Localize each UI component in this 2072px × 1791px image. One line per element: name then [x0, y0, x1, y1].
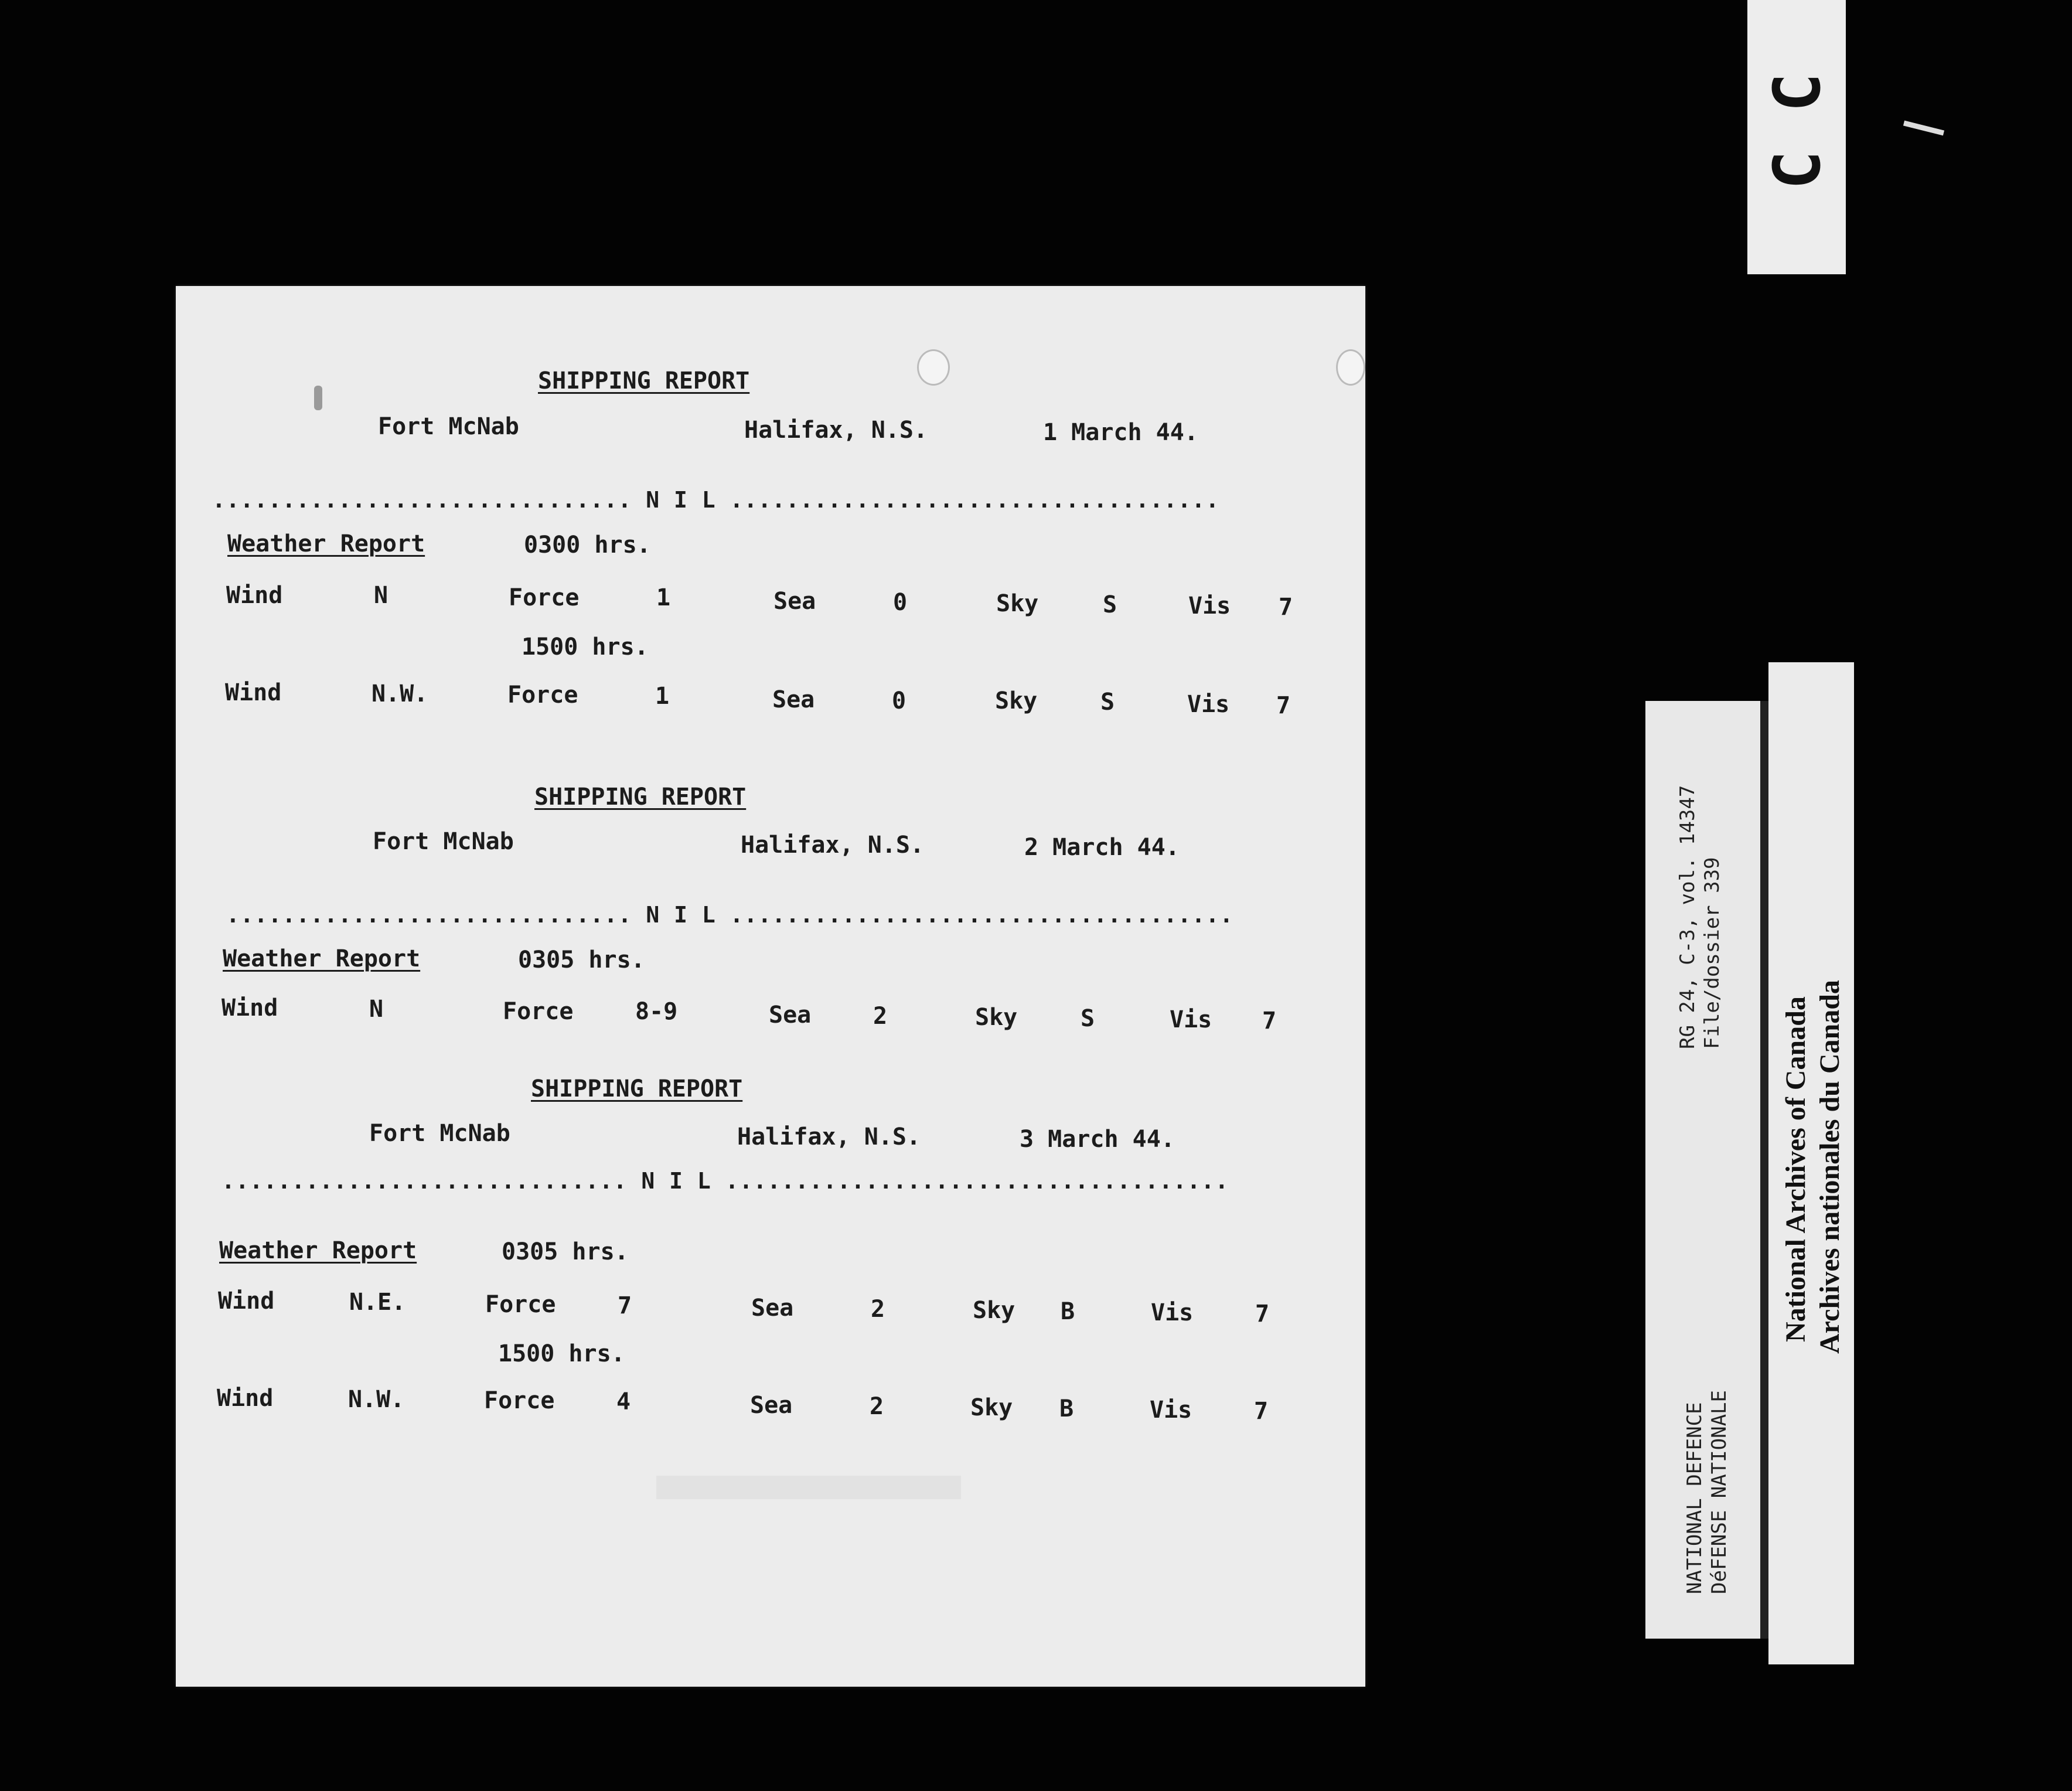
report-city: Halifax, N.S.	[737, 1123, 921, 1150]
document-page	[176, 286, 1365, 1687]
reading-time: 0305 hrs.	[502, 1238, 629, 1265]
faint-smudge	[656, 1476, 961, 1499]
force-value: 1	[656, 584, 671, 611]
report-city: Halifax, N.S.	[744, 417, 928, 444]
report-title: SHIPPING REPORT	[531, 1075, 743, 1102]
report-title: SHIPPING REPORT	[538, 367, 750, 394]
wind-value: N.W.	[348, 1386, 405, 1413]
force-value: 1	[655, 683, 670, 710]
department-name-fr: DéFENSE NATIONALE	[1708, 1390, 1731, 1594]
force-value: 8-9	[635, 998, 678, 1025]
film-scratch	[1903, 121, 1944, 136]
wind-label: Wind	[226, 582, 283, 609]
sky-value: S	[1103, 591, 1117, 618]
wind-label: Wind	[218, 1288, 275, 1315]
weather-report-label: Weather Report	[219, 1237, 417, 1264]
sky-label: Sky	[970, 1394, 1013, 1421]
sky-value: B	[1061, 1298, 1075, 1325]
vis-label: Vis	[1187, 691, 1230, 718]
report-date: 3 March 44.	[1020, 1126, 1175, 1153]
vis-value: 7	[1279, 594, 1293, 621]
wind-label: Wind	[217, 1385, 274, 1412]
sea-label: Sea	[751, 1295, 794, 1322]
sea-label: Sea	[772, 686, 815, 713]
sea-value: 2	[873, 1003, 888, 1030]
force-label: Force	[509, 584, 580, 611]
sea-label: Sea	[750, 1392, 793, 1419]
sky-label: Sky	[996, 590, 1039, 617]
force-label: Force	[485, 1291, 556, 1318]
force-label: Force	[484, 1387, 555, 1414]
force-label: Force	[507, 682, 578, 709]
sky-label: Sky	[975, 1004, 1018, 1031]
reading-time: 0300 hrs.	[524, 532, 651, 559]
report-city: Halifax, N.S.	[741, 832, 925, 859]
report-location: Fort McNab	[378, 413, 519, 440]
vis-value: 7	[1276, 692, 1291, 719]
punch-hole	[917, 349, 950, 386]
wind-label: Wind	[221, 995, 278, 1022]
vis-label: Vis	[1170, 1006, 1212, 1033]
archives-name-en: National Archives of Canada	[1780, 996, 1811, 1342]
nil-line: .............................. N I L ...................................	[212, 487, 1220, 513]
sky-value: B	[1059, 1395, 1074, 1422]
force-value: 7	[618, 1292, 632, 1319]
archive-reference-line1: RG 24, C-3, vol. 14347	[1676, 785, 1699, 1049]
wind-value: N.E.	[349, 1289, 406, 1316]
force-label: Force	[503, 998, 574, 1025]
archives-name-fr: Archives nationales du Canada	[1814, 980, 1845, 1354]
wind-label: Wind	[225, 679, 282, 706]
report-date: 2 March 44.	[1024, 834, 1180, 861]
nil-line: ............................. N I L ....................................	[221, 1168, 1229, 1194]
frame-marker-card	[1747, 0, 1846, 274]
sea-value: 2	[870, 1393, 884, 1420]
vis-label: Vis	[1188, 593, 1231, 619]
weather-report-label: Weather Report	[223, 945, 421, 972]
report-location: Fort McNab	[369, 1120, 510, 1147]
vis-value: 7	[1255, 1300, 1270, 1327]
sky-label: Sky	[995, 687, 1038, 714]
vis-value: 7	[1262, 1007, 1277, 1034]
sea-label: Sea	[769, 1002, 812, 1029]
vis-label: Vis	[1150, 1397, 1192, 1424]
vis-label: Vis	[1151, 1299, 1194, 1326]
sky-value: S	[1081, 1005, 1095, 1032]
nil-line: ............................. N I L ....................................	[226, 902, 1234, 928]
sea-value: 0	[893, 589, 908, 616]
wind-value: N	[374, 582, 388, 609]
report-location: Fort McNab	[373, 828, 514, 855]
report-title: SHIPPING REPORT	[534, 784, 747, 811]
archive-reference-line2: File/dossier 339	[1700, 857, 1724, 1049]
report-date: 1 March 44.	[1043, 419, 1198, 446]
punch-hole	[1336, 349, 1365, 386]
vis-value: 7	[1254, 1398, 1269, 1425]
wind-value: N	[369, 996, 384, 1023]
reading-time: 1500 hrs.	[522, 634, 649, 660]
weather-report-label: Weather Report	[227, 530, 425, 557]
force-value: 4	[616, 1388, 631, 1415]
department-name-en: NATIONAL DEFENCE	[1683, 1402, 1706, 1594]
reading-time: 1500 hrs.	[498, 1340, 625, 1367]
paper-mark	[314, 386, 322, 410]
sea-value: 2	[871, 1296, 885, 1323]
sea-value: 0	[892, 687, 906, 714]
sky-value: S	[1100, 689, 1115, 716]
frame-marker-glyph: C C	[1760, 73, 1835, 190]
sea-label: Sea	[773, 588, 816, 615]
reading-time: 0305 hrs.	[518, 946, 645, 973]
sky-label: Sky	[973, 1297, 1015, 1324]
strip-shadow	[1760, 701, 1768, 1639]
wind-value: N.W.	[372, 680, 428, 707]
